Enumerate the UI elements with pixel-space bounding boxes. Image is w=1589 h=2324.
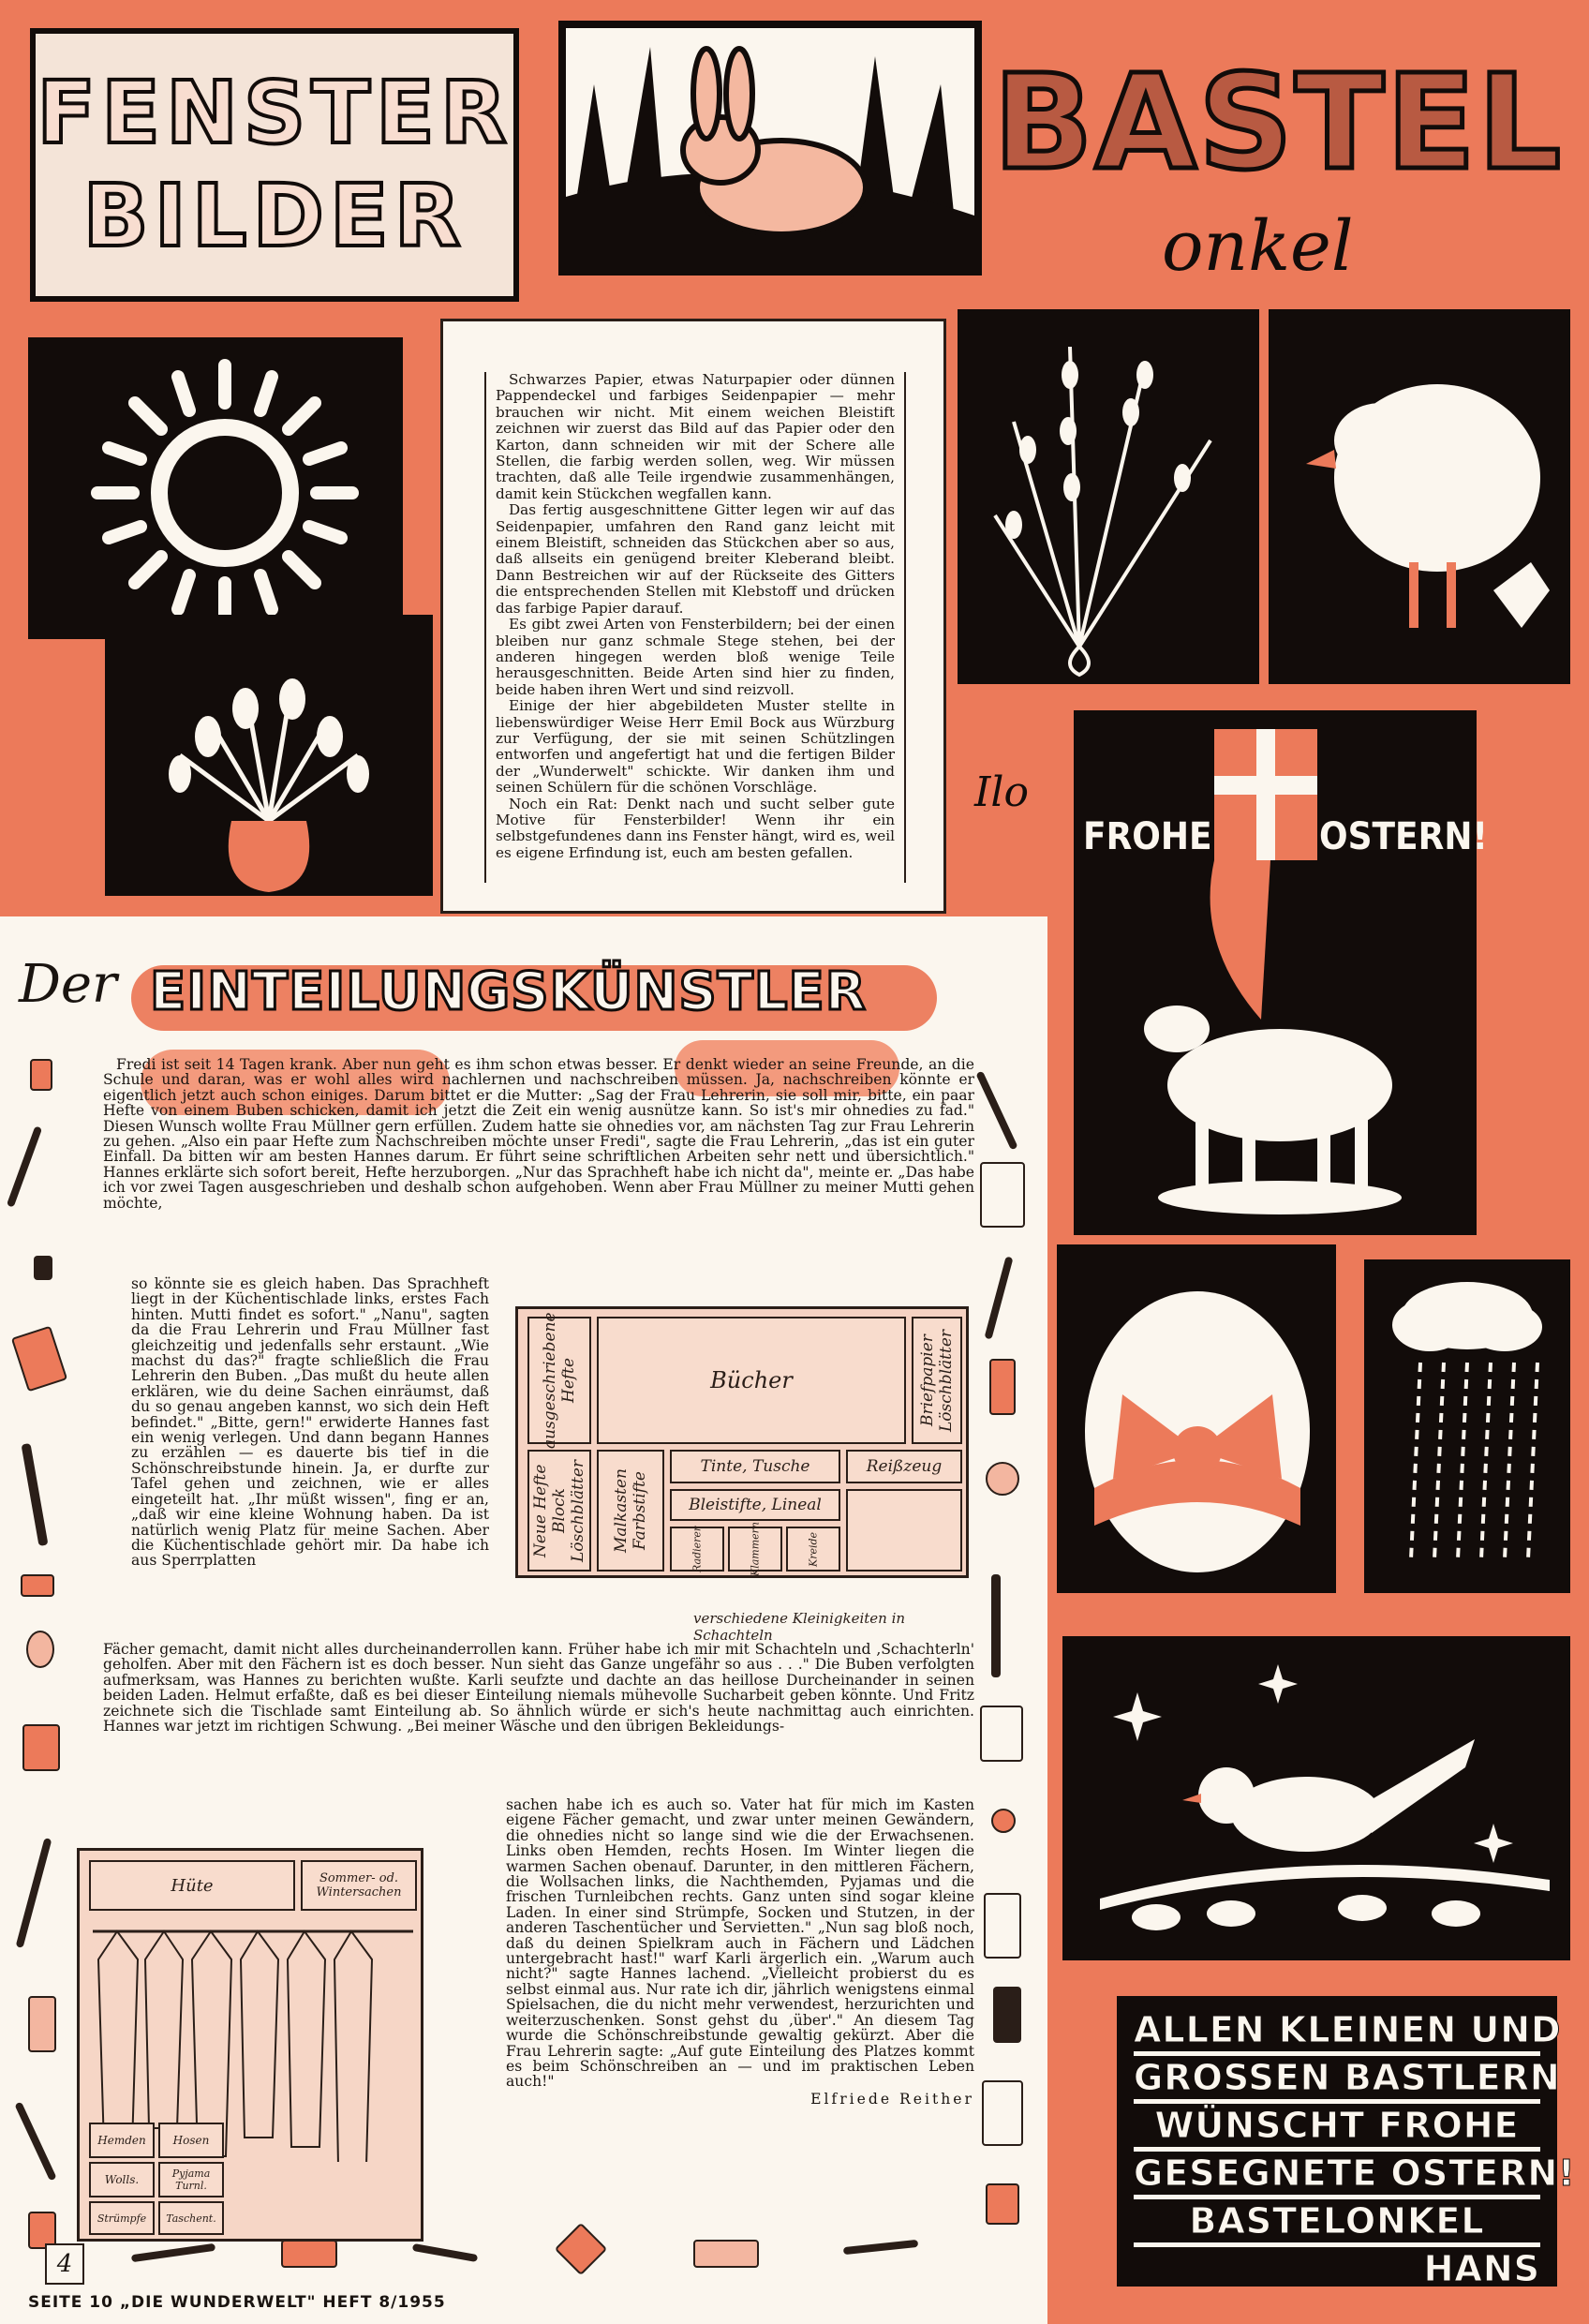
greeting-bar	[1134, 2195, 1540, 2199]
greeting-plaque	[1117, 1996, 1576, 2289]
chick-icon	[1269, 309, 1570, 684]
title-block-fensterbilder	[30, 28, 519, 302]
wardrobe-drawer: Hosen	[158, 2123, 224, 2158]
article-text: Fächer gemacht, damit nicht alles durcheinanderrollen kann. Früher habe ich mir mit Schachteln und ‚Schachterln' geholfen. Aber mit den Fächern ist es doch besser. Nun sieht das Ganze ungefähr so aus . . ." Die Buben verfolgten aufmerksam, was Hannes zu berichten wußte. Karli seufzte und dachte an das heillose Durcheinander in seinen beiden Laden. Helmut erfaßte, daß es bei dieser Einteilung niemals mühevolle Sucharbeit geben könnte. Und Fritz zeichnete sich die Tischlade samt Einteilung ab. So ähnlich würde er sich's heute nachmittag auch einrichten. Hannes war jetzt im richtigen Schwung. „Bei meiner Wäsche und den übrigen Bekleidungs-	[103, 1641, 974, 1736]
catkin-icon	[958, 309, 1259, 684]
drawer-compartment: Tinte, Tusche	[670, 1450, 840, 1483]
fensterbild-egg-bow	[1057, 1244, 1336, 1593]
intro-paragraph: Es gibt zwei Arten von Fensterbildern; bei der einen bleiben nur ganz schmale Stege stehen, bei der anderen hingegen werden bloß wenige Teile herausgeschnitten. Beide Arten sind hier zu finden, beide haben ihren Wert und sind reizvoll.	[496, 616, 895, 698]
intro-signature: Ilo	[974, 768, 1029, 816]
wardrobe-drawer: Taschent.	[158, 2201, 224, 2235]
greeting-line: GESEGNETE OSTERN!	[1134, 2153, 1576, 2194]
drawer-caption: verschiedene Kleinigkeiten in Schachteln	[693, 1610, 906, 1644]
article-column-left	[131, 1276, 489, 1569]
article-text: Fredi ist seit 14 Tagen krank. Aber nun geht es ihm schon etwas besser. Er denkt wieder an seine Freunde, an die Schule und daran, was er wohl alles wird nachlernen und nachschreiben müssen. Ja, nachschreiben könnte er eigentlich jetzt auch schon einiges. Darum bittet er die Mutter: „Sag der Frau Lehrerin, sie soll mir, bitte, ein paar Hefte von einem Buben schicken, damit ich jetzt die Zeit ein wenig ausnütze kann. So ist's mir ohnedies zu fad." Diesen Wunsch wollte Frau Müllner gern erfüllen. Zudem hatte sie ohnedies vor, am nächsten Tag zur Frau Lehrerin zu gehen. „Also ein paar Hefte zum Nachschreiben möchte unser Fredi", sagte die Frau Lehrerin, „das ist ein guter Einfall. Da bitten wir am besten Hannes darum. Er führt seine schriftlichen Arbeiten sehr nett und übersichtlich." Hannes erklärte sich sofort bereit, Hefte herzuborgen. „Nur das Sprachheft habe ich nicht da", meinte er. „Das habe ich vor zwei Tagen ausgeschrieben und deshalb schon aufgehoben. Wenn aber Frau Müllner zu meiner Mutti gehen möchte,	[103, 1056, 974, 1212]
article-author: Elfriede Reither	[810, 2090, 974, 2108]
title-fenster: FENSTER	[37, 63, 512, 163]
title-main: EINTEILUNGSKÜNSTLER	[150, 961, 867, 1022]
fensterbild-rain-cloud	[1364, 1259, 1570, 1593]
title-prefix: Der	[19, 954, 117, 1015]
article-column-top	[103, 1057, 974, 1211]
intro-paragraph: Einige der hier abgebildeten Muster stellte in liebenswürdiger Weise Herr Emil Bock aus Würzburg zur Verfügung, der sie mit seinen Schützlingen entworfen und angefertigt hat und die fertigen Bilder der „Wunderwelt" schickte. Wir danken ihm und seinen Schülern für die schönen Vorschläge.	[496, 697, 895, 797]
drawer-compartment: Neue Hefte Block Löschblätter	[527, 1450, 591, 1572]
greeting-line: WÜNSCHT FROHE	[1154, 2105, 1520, 2146]
greeting-bar	[1134, 2051, 1540, 2056]
drawer-compartment: Kreide	[786, 1527, 840, 1572]
drawer-compartment: Malkasten Farbstifte	[597, 1450, 664, 1572]
drawer-compartment: Bleistifte, Lineal	[670, 1489, 840, 1521]
fensterbild-bird	[1062, 1636, 1570, 1960]
school-supplies-border-left	[9, 1050, 66, 2324]
greeting-bar	[1134, 2147, 1540, 2152]
wardrobe-drawer: Pyjama Turnl.	[158, 2162, 224, 2197]
rain-cloud-icon	[1364, 1259, 1570, 1593]
greeting-bar	[1134, 2242, 1540, 2247]
drawer-compartment: ausgeschriebene Hefte	[527, 1317, 591, 1444]
wardrobe-diagram	[77, 1848, 423, 2242]
intro-paragraph: Noch ein Rat: Denkt nach und sucht selber gute Motive für Fensterbilder! Wenn ihr ein selbstgefundenes dann ins Fenster hängt, wird es, weil es eigene Erfindung ist, euch am besten gefallen.	[496, 795, 895, 861]
fensterbild-rabbit	[558, 21, 982, 276]
intro-paragraph: Schwarzes Papier, etwas Naturpapier oder dünnen Pappendeckel und farbiges Seidenpapier — mehr brauchen wir nicht. Mit einem weichen Bleistift zeichnen wir zuerst das Bild auf das Papier oder den Karton, dann schneiden wir mit der Schere alle Stellen, die farbig werden sollen, weg. Wir müssen trachten, daß alle Teile irgendwie zusammenhängen, damit kein Stückchen wegfallen kann.	[496, 371, 895, 502]
bird-icon	[1062, 1636, 1570, 1960]
wardrobe-drawer: Wolls.	[89, 2162, 155, 2197]
wardrobe-shelf: Sommer- od. Wintersachen	[301, 1860, 417, 1911]
greeting-line: HANS	[1423, 2248, 1540, 2289]
intro-text-panel	[440, 319, 946, 914]
rabbit-icon	[566, 28, 974, 268]
greeting-line: ALLEN KLEINEN UND	[1134, 2009, 1562, 2050]
drawer-compartment: Briefpapier Löschblätter	[912, 1317, 962, 1444]
lamb-icon	[1074, 710, 1477, 1235]
drawer-compartment	[846, 1489, 962, 1572]
drawer-compartment: Reißzeug	[846, 1450, 962, 1483]
egg-bow-icon	[1057, 1244, 1336, 1593]
title-bilder: BILDER	[82, 166, 467, 266]
article-column-middle	[103, 1642, 974, 1734]
logo-onkel: onkel	[1162, 206, 1354, 287]
sun-icon	[28, 337, 403, 639]
logo-bastel: BASTEL	[993, 47, 1564, 200]
drawer-compartment: Klammern	[728, 1527, 782, 1572]
greeting-line: BASTELONKEL	[1189, 2200, 1485, 2242]
school-supplies-border-right	[974, 1050, 1031, 2324]
article-title	[19, 946, 956, 1050]
article-text: sachen habe ich es auch so. Vater hat für mich im Kasten eigene Fächer gemacht, und zwar unter meinen Gewändern, die ohnedies nicht so lange sind wie die der Erwachsenen. Links oben Hemden, rechts Hosen. Im Winter liegen die warmen Sachen obenauf. Darunter, in den mittleren Fächern, die Wollsachen links, die Nachthemden, Pyjamas und die frischen Turnleibchen rechts. Ganz unten sind sogar kleine Laden. In einer sind Strümpfe, Socken und Stutzen, in der anderen Taschentücher und Servietten." „Nun sag bloß noch, daß du deinen Spielkram auch in Fächern und Lädchen untergebracht hast!" warf Karli ärgerlich ein. „Warum auch nicht?" sagte Hannes lachend. „Vielleicht probierst du es selbst einmal aus. Nur rate ich dir, jährlich wenigstens einmal Spielsachen, die du nicht mehr verwendest, herzurichten und weiterzuschenken. Sonst gehst du ‚über'." An diesem Tag wurde die Schönschreibstunde gewaltig gekürzt. Aber die Frau Lehrerin sagte: „Auf gute Einteilung des Platzes kommt es beim Schönschreiben an — und im praktischen Leben auch!"	[506, 1796, 974, 2091]
article-column-right	[506, 1797, 974, 2107]
easter-text-left: FROHE	[1083, 815, 1212, 858]
wardrobe-drawer: Hemden	[89, 2123, 155, 2158]
greeting-line: GROSSEN BASTLERN	[1134, 2057, 1561, 2098]
snowdrop-icon	[105, 615, 433, 896]
page-footer: SEITE 10 „DIE WUNDERWELT" HEFT 8/1955	[28, 2293, 446, 2312]
drawer-diagram	[515, 1306, 969, 1578]
greeting-bar	[1134, 2099, 1540, 2104]
drawer-compartment: Bücher	[597, 1317, 906, 1444]
fensterbild-catkins	[958, 309, 1259, 684]
wardrobe-shelf: Hüte	[89, 1860, 295, 1911]
fensterbild-snowdrops	[105, 615, 433, 896]
easter-text-right: OSTERN!	[1319, 815, 1488, 858]
fensterbild-chick	[1269, 309, 1570, 684]
drawer-compartment: Radierer	[670, 1527, 724, 1572]
intro-paragraph: Das fertig ausgeschnittene Gitter legen wir auf das Seidenpapier, umfahren den Rand ganz leicht mit einem Bleistift, schneiden das Stückchen aber so aus, daß allseits ein genügend breiter Kleberand bleibt. Dann Bestreichen wir auf der Rückseite des Gitters die entsprechenden Stellen mit Klebstoff und drücken das farbige Papier darauf.	[496, 501, 895, 617]
fensterbild-easter-lamb	[1074, 710, 1477, 1235]
article-text: so könnte sie es gleich haben. Das Sprachheft liegt in der Küchentischlade links, erstes Fach hinten. Mutti findet es sofort." „Nanu", sagten da die Frau Lehrerin und Frau Müllner fast gleichzeitig und jedenfalls sehr erstaunt. „Wie machst du das?" fragte schließlich die Frau Lehrerin den Buben. „Das mußt du heute allen erklären, wie du deine Sachen einräumst, daß du so genau angeben kannst, wo sich dein Heft befindet." „Bitte, gern!" erwiderte Hannes fast ein wenig verlegen. Und dann begann Hannes zu erzählen — es dauerte bis tief in die Schönschreibstunde hinein. Ja, er durfte zur Tafel gehen und zeichnen, wie er alles eingeteilt hat. „Ihr müßt wissen", fing er an, „daß wir eine kleine Wohnung haben. Da ist natürlich wenig Platz für meine Sachen. Aber die Küchentischlade gehört mir. Da habe ich aus Sperrplatten	[131, 1275, 489, 1570]
wardrobe-drawer: Strümpfe	[89, 2201, 155, 2235]
fensterbild-sun	[28, 337, 403, 639]
bastel-onkel-logo	[993, 19, 1574, 300]
page-mark: 4	[45, 2243, 84, 2285]
